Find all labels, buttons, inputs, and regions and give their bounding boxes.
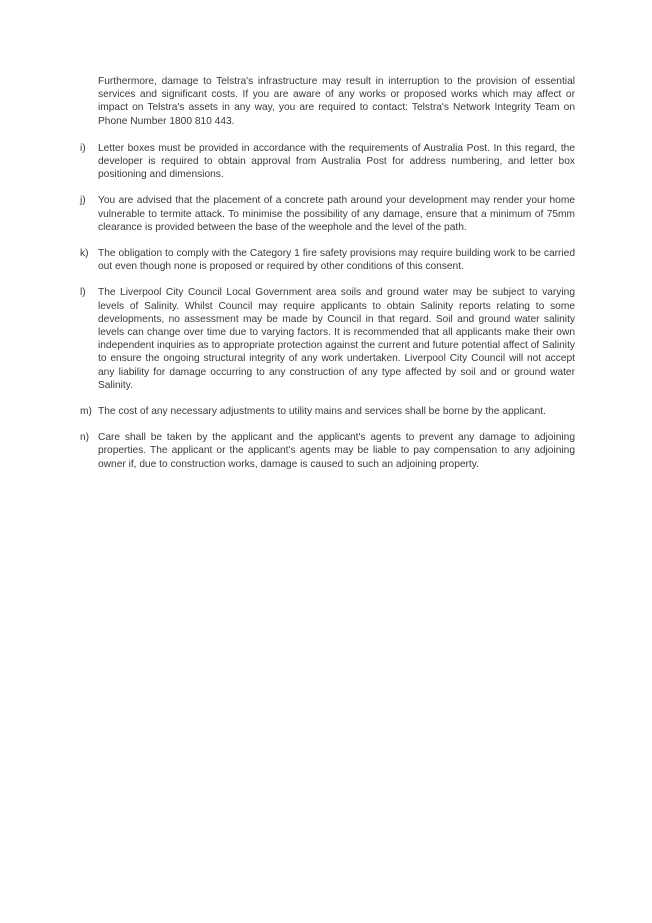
item-marker: i) <box>80 142 86 154</box>
item-text: The Liverpool City Council Local Government area soils and ground water may be subject to varying levels of Salinity. Whilst Council may require applicants to obtain Salinity reports relating to some developments, no assessment may be made by Council in that regard. Soil and ground water salinity levels can change over time due to varying factors. It is recommended that all applicants make their own independent inquiries as to appropriate protection against the current and future potential affect of Salinity to ensure the ongoing structural integrity of any work undertaken. Liverpool City Council will not accept any liability for damage occurring to any construction of any type affected by soil and or ground water Salinity. <box>98 287 575 391</box>
condition-item-i <box>79 142 575 182</box>
condition-item-m <box>79 405 575 418</box>
condition-item-k <box>79 247 575 273</box>
item-text: Letter boxes must be provided in accordance with the requirements of Australia Post. In this regard, the developer is required to obtain approval from Australia Post for address numbering, and letter box positioning and dimensions. <box>98 142 575 181</box>
document-body <box>79 75 575 484</box>
condition-item-n <box>79 431 575 471</box>
item-text: The cost of any necessary adjustments to utility mains and services shall be borne by the applicant. <box>98 406 546 418</box>
item-text: The obligation to comply with the Category 1 fire safety provisions may require building work to be carried out even though none is proposed or required by other conditions of this consent. <box>98 248 575 273</box>
item-marker: j) <box>80 195 86 207</box>
item-text: Care shall be taken by the applicant and the applicant's agents to prevent any damage to adjoining properties. The applicant or the applicant's agents may be liable to pay compensation to any adjoining owner if, due to construction works, damage is caused to such an adjoining property. <box>98 432 575 470</box>
item-marker: l) <box>80 287 86 299</box>
condition-item-l <box>79 286 575 392</box>
condition-item-j <box>79 194 575 234</box>
item-marker: k) <box>80 248 89 260</box>
item-marker: n) <box>80 432 90 444</box>
intro-paragraph: Furthermore, damage to Telstra's infrastructure may result in interruption to the provision of essential services and significant costs. If you are aware of any works or proposed works which may affect or impact on Telstra's assets in any way, you are required to contact: Telstra's Network Integrity Team on Phone Number 1800 810 443. <box>98 76 575 127</box>
item-marker: m) <box>80 406 92 418</box>
item-text: You are advised that the placement of a concrete path around your development may render your home vulnerable to termite attack. To minimise the possibility of any damage, ensure that a minimum of 75mm clearance is provided between the base of the weephole and the level of the path. <box>98 195 575 233</box>
